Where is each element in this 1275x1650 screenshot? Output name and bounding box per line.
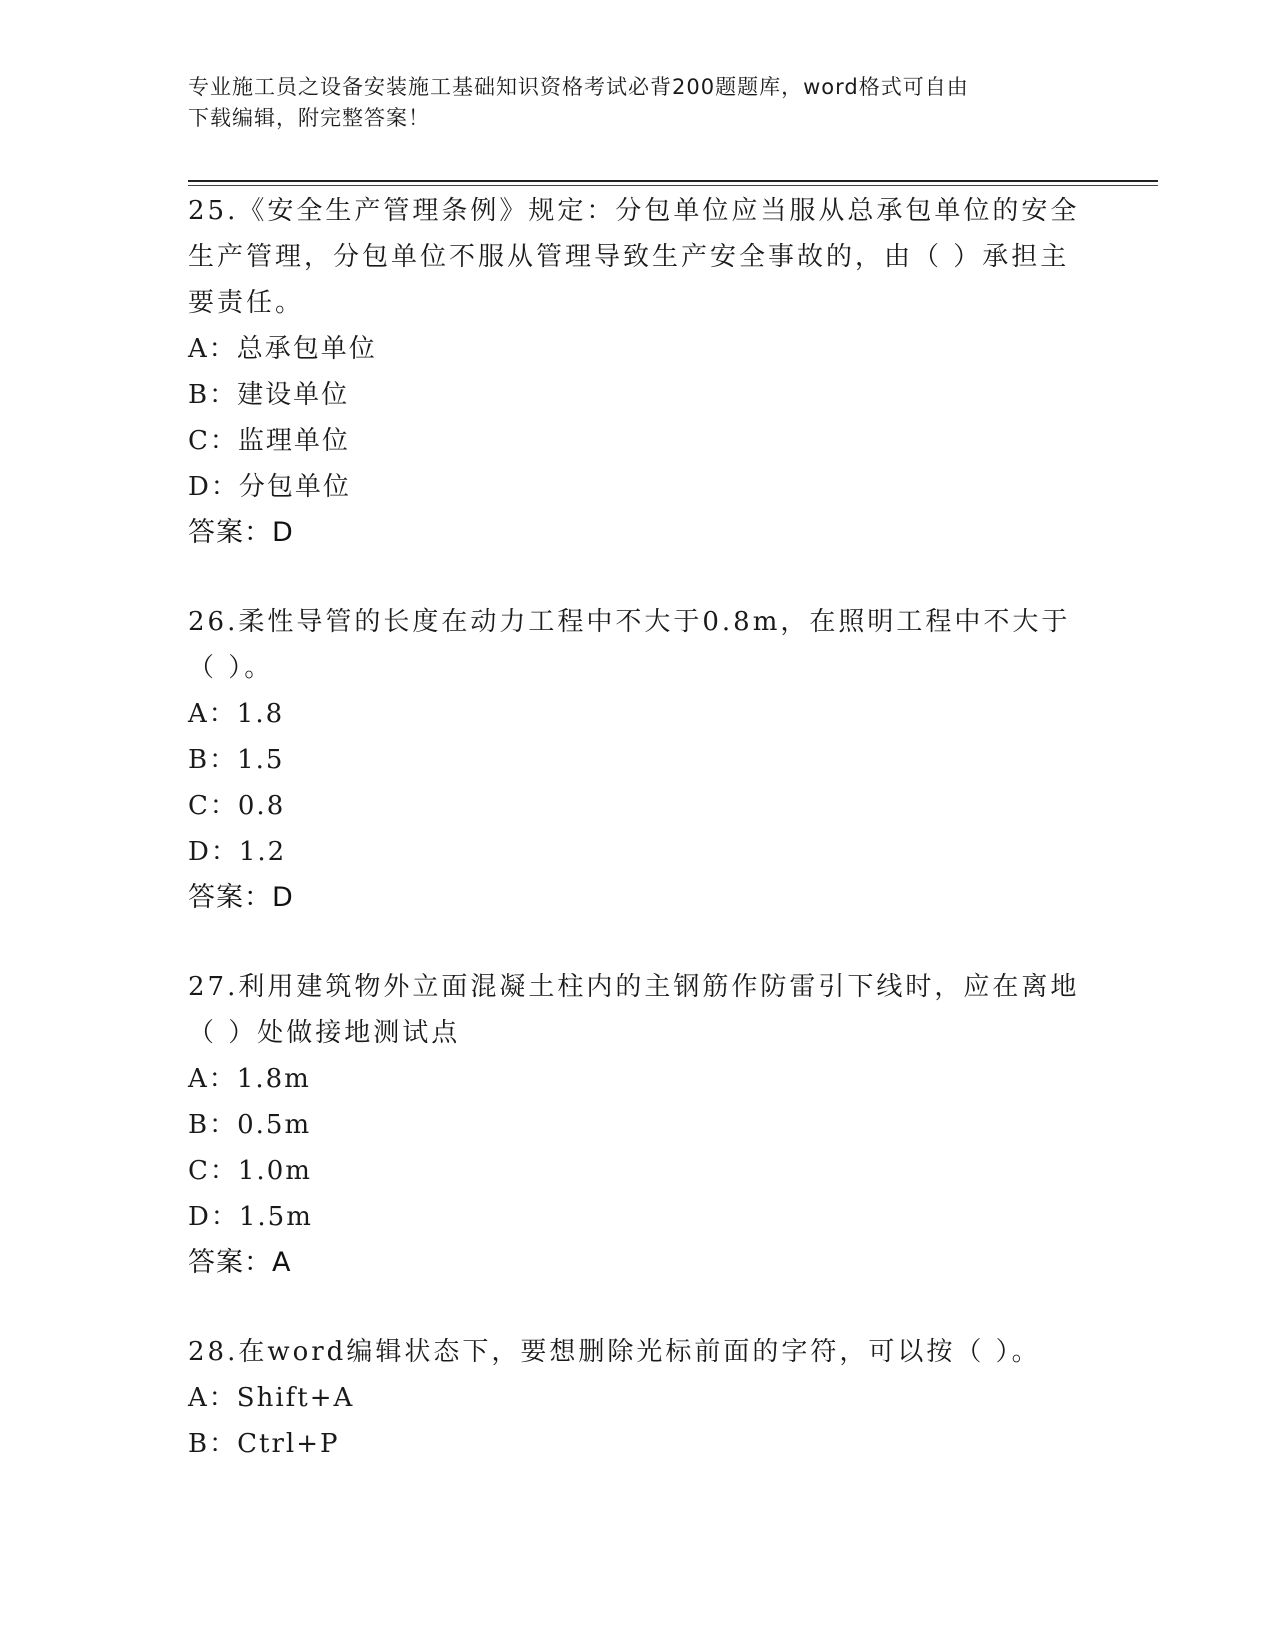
question-stem: 27.利用建筑物外立面混凝土柱内的主钢筋作防雷引下线时，应在离地（ ）处做接地测试点 [188,972,1080,1048]
question-stem: 26.柔性导管的长度在动力工程中不大于0.8m，在照明工程中不大于（ ）。 [188,607,1071,683]
option-c: C：1.0m [188,1156,312,1186]
header-rule-thin [188,185,1158,186]
question-27 [188,964,1088,1286]
option-b: B：1.5 [188,745,285,775]
answer-line: 答案：A [188,1247,292,1278]
answer-line: 答案：D [188,882,294,913]
option-a: A：总承包单位 [188,334,377,364]
question-28 [188,1329,1088,1467]
question-stem: 28.在word编辑状态下，要想删除光标前面的字符，可以按（ ）。 [188,1337,1041,1367]
option-c: C：0.8 [188,791,286,821]
question-25 [188,188,1088,556]
answer-line: 答案：D [188,517,294,548]
option-a: A：1.8m [188,1064,311,1094]
question-list [188,188,1088,1510]
option-b: B：建设单位 [188,380,350,410]
option-d: D：1.2 [188,837,287,867]
header-rule-thick [188,180,1158,182]
question-stem: 25.《安全生产管理条例》规定：分包单位应当服从总承包单位的安全生产管理，分包单位不服从管理导致生产安全事故的，由（ ）承担主要责任。 [188,196,1080,318]
header-line-1: 专业施工员之设备安装施工基础知识资格考试必背200题题库，word格式可自由 [188,75,969,99]
question-26 [188,599,1088,921]
option-c: C：监理单位 [188,426,350,456]
option-b: B：Ctrl+P [188,1429,340,1459]
document-header [188,72,1088,134]
header-line-2: 下载编辑，附完整答案！ [188,106,430,130]
option-d: D：1.5m [188,1202,313,1232]
option-a: A：Shift+A [188,1383,355,1413]
option-b: B：0.5m [188,1110,312,1140]
option-a: A：1.8 [188,699,285,729]
option-d: D：分包单位 [188,472,351,502]
